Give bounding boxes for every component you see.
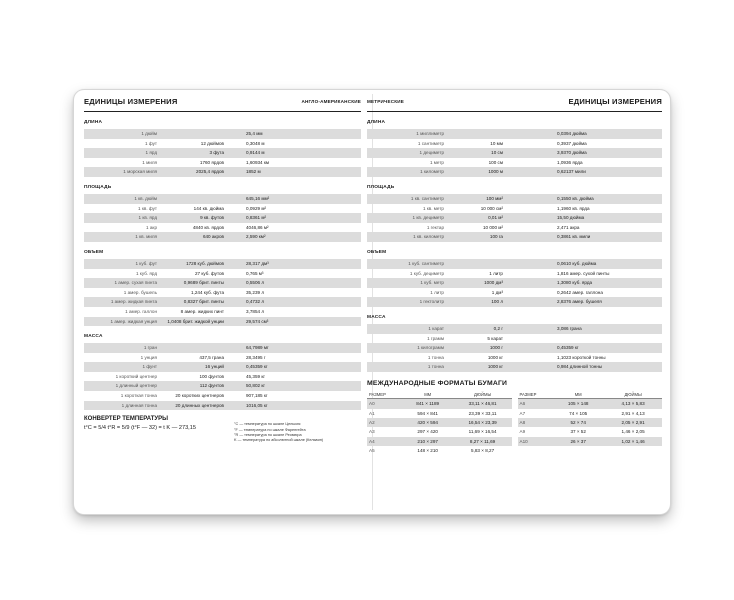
table-cell: 1 амер. бушель	[123, 289, 157, 295]
table-cell: 1 куб. сантиметр	[408, 260, 444, 266]
temperature-block	[84, 422, 361, 452]
table-cell: 144 кв. дюйма	[193, 205, 224, 211]
paper-cell: 210 × 297	[417, 438, 438, 444]
table-cell: 1 короткий центнер	[115, 373, 157, 379]
table-row	[367, 353, 662, 363]
table-cell: 1 унция	[140, 354, 157, 360]
paper-formats	[367, 390, 662, 456]
table-cell: 1000 кг	[487, 364, 503, 370]
paper-cell: A1	[369, 410, 375, 416]
table-cell: 0,4732 л	[246, 299, 265, 305]
section-title: ДЛИНА	[367, 120, 386, 125]
paper-cell: A8	[519, 420, 526, 426]
table-row	[84, 204, 361, 214]
table-cell: 437,5 грана	[199, 354, 224, 360]
table-row	[84, 232, 361, 242]
table-cell: 64,7989 мг	[246, 345, 269, 351]
table-row	[367, 204, 662, 214]
table-row	[84, 353, 361, 363]
table-cell: 0,3937 дюйма	[557, 140, 587, 146]
table-row	[84, 362, 361, 372]
table-cell: 10 000 м²	[482, 224, 503, 230]
table-cell: 1000 м	[488, 169, 503, 175]
table-cell: 1,60934 км	[246, 159, 270, 165]
table-row	[84, 391, 361, 401]
paper-header-cell: ДЮЙМЫ	[624, 391, 642, 397]
table-cell: 100 мм²	[486, 195, 503, 201]
table-cell: 8 амер. жидких пинт	[180, 308, 224, 314]
paper-cell: 11,69 × 16,54	[468, 429, 497, 435]
paper-cell: 16,54 × 23,39	[468, 420, 497, 426]
paper-row	[518, 418, 663, 427]
table-row	[84, 167, 361, 177]
table-cell: 645,16 мм²	[246, 195, 270, 201]
legend-line: K — температура по абсолютной шкале (Кельвин)	[234, 438, 324, 443]
table-cell: 100 см	[488, 159, 503, 165]
table-cell: 1,816 амер. сухой пинты	[557, 270, 610, 276]
paper-cell: 33,11 × 46,81	[468, 401, 497, 407]
planner-spread	[74, 90, 670, 514]
table-cell: 0,1550 кв. дюйма	[557, 195, 594, 201]
table-row	[367, 223, 662, 233]
table-cell: 1,0936 ярда	[557, 159, 583, 165]
table-row	[84, 343, 361, 353]
table-cell: 1 тонна	[427, 354, 444, 360]
paper-row	[367, 427, 512, 436]
table-cell: 4046,86 м²	[246, 224, 269, 230]
left-page	[84, 90, 361, 514]
table-cell: 0,984 длинной тонны	[557, 364, 603, 370]
paper-cell: 297 × 420	[417, 429, 438, 435]
table-cell: 1 кв. километр	[413, 234, 444, 240]
table-cell: 1 длинный центнер	[115, 383, 157, 389]
paper-cell: A6	[519, 401, 526, 407]
paper-table-left	[367, 390, 512, 456]
table-cell: 1 морская миля	[123, 169, 157, 175]
table-cell: 0,0929 м²	[246, 205, 267, 211]
table-cell: 1 короткая тонна	[120, 393, 157, 399]
table-cell: 0,9144 м	[246, 150, 265, 156]
table-cell: 0,8361 м²	[246, 215, 267, 221]
table-row	[84, 158, 361, 168]
temperature-formula: t°C = 5/4 t°R = 5/9 (t°F — 32) = t K — 273,15	[84, 425, 196, 432]
table-row	[367, 213, 662, 223]
table-cell: 1 дюйм	[141, 131, 157, 136]
table-cell: 1000 кг	[487, 354, 503, 360]
paper-cell: 37 × 52	[570, 429, 586, 435]
table-cell: 1 фунт	[142, 364, 157, 370]
table-cell: 1728 куб. дюймов	[186, 260, 224, 266]
paper-cell: 26 × 37	[570, 438, 586, 444]
paper-cell: 1,46 × 2,05	[621, 429, 645, 435]
table-cell: 0,8327 брит. пинты	[183, 299, 224, 305]
paper-cell: 148 × 210	[417, 448, 438, 454]
table-cell: 0,45359 кг	[557, 345, 579, 351]
table-row	[367, 129, 662, 139]
paper-cell: 74 × 105	[569, 410, 588, 416]
paper-cell: 2,05 × 2,91	[621, 420, 645, 426]
table-cell: 0,3048 м	[246, 140, 265, 146]
right-page-header	[367, 90, 662, 112]
table-cell: 1 ярд	[145, 150, 157, 156]
table-cell: 1,1023 короткой тонны	[557, 354, 606, 360]
table-cell: 1 кв. ярд	[138, 215, 157, 221]
table-cell: 16 унций	[205, 364, 224, 370]
table-cell: 1 кв. дюйм	[134, 195, 157, 201]
table-cell: 100 га	[489, 234, 503, 240]
paper-row	[518, 427, 663, 436]
table-cell: 1016,05 кг	[246, 402, 268, 408]
paper-header-row	[518, 390, 663, 399]
table-cell: 10 000 см²	[480, 205, 503, 211]
paper-cell: 4,13 × 5,83	[621, 401, 645, 407]
conversion-table	[84, 343, 361, 410]
table-cell: 1 дм³	[491, 289, 503, 295]
table-cell: 1760 ярдов	[199, 159, 224, 165]
table-cell: 1 кв. миля	[135, 234, 157, 240]
paper-cell: 594 × 841	[417, 410, 438, 416]
table-cell: 0,765 м³	[246, 270, 264, 276]
table-cell: 1 метр	[429, 159, 444, 165]
paper-row	[367, 399, 512, 408]
table-row	[84, 297, 361, 307]
table-cell: 1 куб. метр	[420, 280, 444, 286]
conversion-table	[367, 194, 662, 242]
table-cell: 1 гектар	[426, 224, 444, 230]
table-cell: 0,0610 куб. дюйма	[557, 260, 597, 266]
paper-cell: 8,27 × 11,69	[469, 438, 496, 444]
table-cell: 1 кв. сантиметр	[410, 195, 444, 201]
table-row	[367, 297, 662, 307]
table-cell: 1 сантиметр	[417, 140, 444, 146]
table-row	[367, 334, 662, 344]
table-cell: 28,317 дм³	[246, 260, 269, 266]
table-row	[367, 232, 662, 242]
paper-cell: A3	[369, 429, 375, 435]
table-cell: 1 кв. дециметр	[412, 215, 444, 221]
table-row	[367, 324, 662, 334]
table-cell: 12 дюймов	[200, 140, 224, 146]
conversion-table	[84, 194, 361, 242]
table-cell: 10 см	[491, 150, 503, 156]
paper-row	[518, 399, 663, 408]
table-cell: 3,9370 дюйма	[557, 150, 587, 156]
table-cell: 1 длинная тонна	[121, 402, 157, 408]
table-cell: 0,45359 кг	[246, 364, 268, 370]
table-row	[367, 148, 662, 158]
table-row	[367, 167, 662, 177]
paper-table-right	[518, 390, 663, 456]
table-cell: 1 карат	[428, 325, 444, 331]
paper-cell: 841 × 1189	[416, 401, 440, 407]
table-cell: 2,8376 амер. бушеля	[557, 299, 602, 305]
page-title: ЕДИНИЦЫ ИЗМЕРЕНИЯ	[568, 97, 662, 106]
conversion-table	[367, 259, 662, 307]
table-cell: 1 литр	[489, 270, 503, 276]
table-cell: 27 куб. футов	[194, 270, 224, 276]
table-row	[367, 269, 662, 279]
table-cell: 1 литр	[430, 289, 444, 295]
table-cell: 1852 м	[246, 169, 261, 175]
table-cell: 640 акров	[202, 234, 224, 240]
table-cell: 29,574 см³	[246, 318, 269, 324]
paper-cell: A5	[369, 448, 375, 454]
table-row	[84, 223, 361, 233]
paper-header-row	[367, 390, 512, 399]
table-cell: 907,185 кг	[246, 393, 268, 399]
table-cell: 0,0394 дюйма	[557, 131, 587, 136]
table-row	[367, 259, 662, 269]
table-cell: 50,802 кг	[246, 383, 266, 389]
table-row	[84, 259, 361, 269]
table-cell: 35,239 л	[246, 289, 265, 295]
table-cell: 3,7854 л	[246, 308, 265, 314]
left-page-header	[84, 90, 361, 112]
temperature-title: КОНВЕРТЕР ТЕМПЕРАТУРЫ	[84, 416, 169, 423]
table-row	[84, 401, 361, 411]
table-cell: 1,0408 брит. жидкой унции	[167, 318, 224, 324]
paper-cell: A2	[369, 420, 375, 426]
paper-cell: 105 × 148	[567, 401, 589, 407]
table-row	[84, 372, 361, 382]
table-cell: 1 миля	[142, 159, 157, 165]
table-cell: 10 мм	[490, 140, 503, 146]
table-row	[84, 194, 361, 204]
section-title: ОБЪЕМ	[367, 249, 387, 255]
table-cell: 1 амер. жидкая унция	[110, 318, 157, 324]
table-cell: 1,1960 кв. ярда	[557, 205, 590, 211]
table-cell: 1 километр	[420, 169, 444, 175]
table-cell: 1 куб. дециметр	[409, 270, 444, 276]
paper-row	[367, 437, 512, 446]
table-cell: 3,086 грана	[557, 325, 582, 331]
table-cell: 2025,4 ярдов	[196, 169, 224, 175]
table-row	[84, 139, 361, 149]
temperature-legend	[234, 422, 323, 444]
left-sections	[84, 120, 361, 410]
table-cell: 0,5506 л	[246, 280, 265, 286]
table-row	[84, 317, 361, 327]
table-cell: 0,62137 мили	[557, 169, 586, 175]
paper-formats-title: МЕЖДУНАРОДНЫЕ ФОРМАТЫ БУМАГИ	[367, 379, 508, 387]
table-row	[84, 269, 361, 279]
table-cell: 1 гран	[143, 345, 157, 351]
table-row	[367, 194, 662, 204]
table-cell: 100 л	[491, 299, 503, 305]
table-cell: 1000 дм³	[484, 280, 503, 286]
paper-header-cell: ММ	[574, 391, 582, 397]
conversion-table	[367, 129, 662, 177]
table-cell: 25,4 мм	[246, 131, 263, 136]
table-cell: 1 амер. галлон	[125, 308, 157, 314]
section-title: ПЛОЩАДЬ	[84, 184, 112, 190]
paper-header-cell: ММ	[424, 391, 432, 397]
table-cell: 3 фута	[209, 150, 224, 156]
page-subtitle: АНГЛО-АМЕРИКАНСКИЕ	[301, 99, 361, 104]
table-row	[84, 213, 361, 223]
table-row	[84, 381, 361, 391]
section-title: ПЛОЩАДЬ	[367, 184, 395, 190]
table-cell: 0,2 г	[493, 325, 503, 331]
paper-cell: 420 × 594	[417, 420, 438, 426]
paper-cell: 23,39 × 33,11	[468, 410, 497, 416]
section-title: ДЛИНА	[84, 120, 103, 125]
table-cell: 1,3080 куб. ярда	[557, 280, 593, 286]
table-cell: 1 килограмм	[417, 345, 444, 351]
conversion-table	[84, 259, 361, 326]
paper-cell: A10	[519, 438, 528, 444]
paper-header-cell: ДЮЙМЫ	[473, 391, 492, 397]
paper-cell: A9	[519, 429, 526, 435]
paper-cell: A0	[369, 401, 375, 407]
table-row	[367, 278, 662, 288]
paper-header-cell: РАЗМЕР	[369, 391, 386, 397]
table-cell: 28,3495 г	[246, 354, 266, 360]
table-cell: 1 акр	[146, 224, 157, 230]
paper-row	[518, 437, 663, 446]
table-cell: 1000 г	[489, 345, 503, 351]
table-cell: 1 гектолитр	[419, 299, 444, 305]
legend-line: °F — температура по шкале Фаренгейта	[234, 427, 306, 432]
table-row	[367, 362, 662, 372]
paper-cell: A4	[369, 438, 375, 444]
table-cell: 1 грамм	[427, 335, 444, 341]
table-cell: 45,359 кг	[246, 373, 266, 379]
table-cell: 112 фунтов	[199, 383, 224, 389]
paper-row	[367, 418, 512, 427]
table-cell: 1 амер. жидкая пинта	[110, 299, 157, 305]
table-row	[367, 288, 662, 298]
right-page	[367, 90, 662, 514]
paper-cell: 2,91 × 4,13	[621, 410, 645, 416]
table-cell: 0,2642 амер. галлона	[557, 289, 603, 295]
section-title: ОБЪЕМ	[84, 249, 104, 255]
table-row	[84, 148, 361, 158]
table-cell: 0,01 м²	[488, 215, 503, 221]
paper-cell: 52 × 74	[570, 420, 586, 426]
table-cell: 15,50 дюйма	[557, 215, 585, 221]
conversion-table	[367, 324, 662, 372]
table-cell: 5 карат	[487, 335, 503, 341]
paper-cell: A7	[519, 410, 526, 416]
table-row	[367, 343, 662, 353]
table-cell: 9 кв. футов	[200, 215, 224, 221]
table-cell: 2,590 км²	[246, 234, 266, 240]
page-title: ЕДИНИЦЫ ИЗМЕРЕНИЯ	[84, 97, 178, 106]
table-cell: 1,244 куб. фута	[191, 289, 224, 295]
table-cell: 1 куб. фут	[135, 260, 157, 266]
table-cell: 20 коротких центнеров	[175, 393, 224, 399]
table-row	[84, 288, 361, 298]
table-cell: 0,3861 кв. мили	[557, 234, 591, 240]
table-row	[367, 158, 662, 168]
table-cell: 1 кв. фут	[138, 205, 157, 211]
right-sections	[367, 120, 662, 372]
table-row	[84, 278, 361, 288]
table-cell: 1 амер. сухая пинта	[114, 280, 157, 286]
table-cell: 1 миллиметр	[416, 131, 444, 136]
table-cell: 20 длинных центнеров	[175, 402, 224, 408]
table-cell: 0,9689 брит. пинты	[183, 280, 224, 286]
legend-line: °R — температура по шкале Реомюра	[234, 433, 302, 438]
table-row	[84, 307, 361, 317]
table-row	[367, 139, 662, 149]
legend-line: °C — температура по шкале Цельсия	[234, 422, 301, 427]
table-cell: 1 кв. метр	[422, 205, 444, 211]
paper-header-cell: РАЗМЕР	[519, 391, 537, 397]
table-cell: 4840 кв. ярдов	[192, 224, 224, 230]
page-subtitle: МЕТРИЧЕСКИЕ	[367, 99, 405, 104]
section-title: МАССА	[84, 334, 103, 340]
table-cell: 1 тонна	[427, 364, 444, 370]
paper-row	[367, 446, 512, 455]
conversion-table	[84, 129, 361, 177]
paper-row	[367, 409, 512, 418]
table-row	[84, 129, 361, 139]
paper-cell: 5,83 × 8,27	[471, 448, 495, 454]
table-cell: 1 дециметр	[419, 150, 444, 156]
table-cell: 2,471 акра	[557, 224, 580, 230]
paper-row	[518, 409, 663, 418]
paper-cell: 1,02 × 1,46	[621, 438, 645, 444]
section-title: МАССА	[367, 314, 386, 320]
table-cell: 1 фут	[145, 140, 157, 146]
table-cell: 100 фунтов	[199, 373, 224, 379]
table-cell: 1 куб. ярд	[135, 270, 157, 276]
